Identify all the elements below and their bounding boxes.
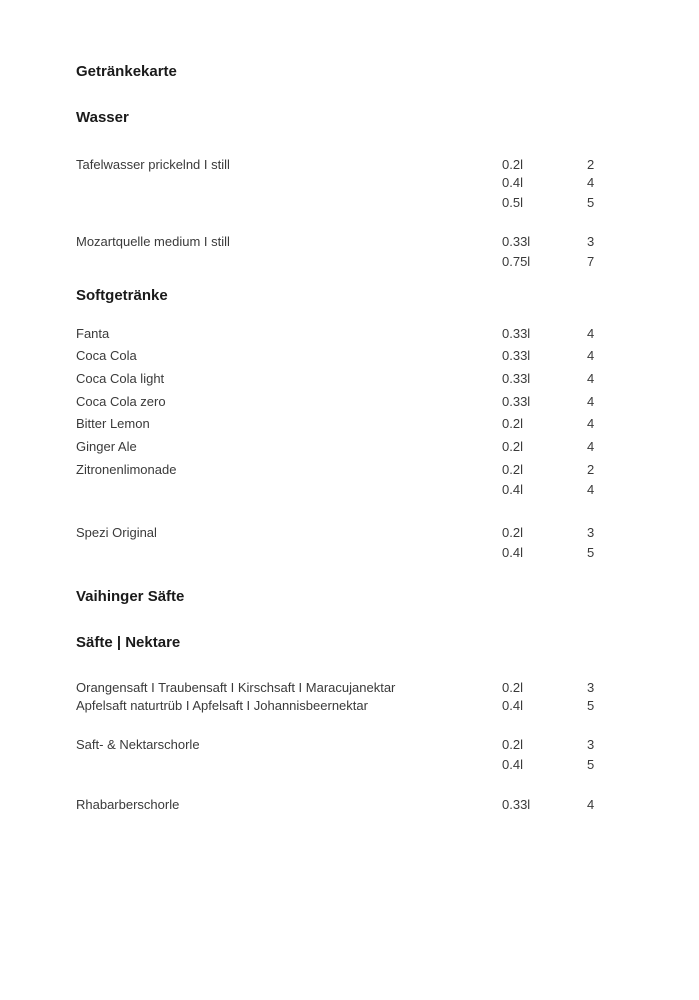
item-price: 4 bbox=[587, 416, 595, 431]
item-price: 4 bbox=[587, 439, 595, 454]
item-volume: 0.2l bbox=[502, 416, 523, 431]
item-volume: 0.4l bbox=[502, 482, 523, 497]
item-name: Mozartquelle medium I still bbox=[76, 234, 230, 249]
item-name: Tafelwasser prickelnd I still bbox=[76, 157, 230, 172]
item-name: Coca Cola bbox=[76, 348, 137, 363]
item-price: 3 bbox=[587, 737, 595, 752]
item-name: Saft- & Nektarschorle bbox=[76, 737, 200, 752]
item-price: 3 bbox=[587, 680, 595, 695]
item-volume: 0.2l bbox=[502, 525, 523, 540]
page-title: Getränkekarte bbox=[76, 63, 177, 80]
section-heading-vaihinger: Vaihinger Säfte bbox=[76, 588, 185, 605]
item-volume: 0.33l bbox=[502, 371, 531, 386]
item-price: 2 bbox=[587, 157, 595, 172]
item-name: Coca Cola zero bbox=[76, 394, 166, 409]
item-price: 3 bbox=[587, 525, 595, 540]
item-price: 5 bbox=[587, 545, 595, 560]
item-volume: 0.2l bbox=[502, 462, 523, 477]
item-price: 3 bbox=[587, 234, 595, 249]
item-volume: 0.4l bbox=[502, 698, 523, 713]
item-volume: 0.75l bbox=[502, 254, 531, 269]
item-price: 5 bbox=[587, 195, 595, 210]
item-price: 4 bbox=[587, 371, 595, 386]
item-volume: 0.2l bbox=[502, 439, 523, 454]
item-name: Ginger Ale bbox=[76, 439, 137, 454]
section-heading-softgetraenke: Softgetränke bbox=[76, 287, 168, 304]
item-name: Coca Cola light bbox=[76, 371, 165, 386]
item-volume: 0.33l bbox=[502, 394, 531, 409]
item-name: Fanta bbox=[76, 326, 110, 341]
item-price: 5 bbox=[587, 698, 595, 713]
item-price: 4 bbox=[587, 348, 595, 363]
item-volume: 0.33l bbox=[502, 348, 531, 363]
item-volume: 0.4l bbox=[502, 757, 523, 772]
item-name: Apfelsaft naturtrüb I Apfelsaft I Johannisbeernektar bbox=[76, 698, 368, 713]
item-volume: 0.5l bbox=[502, 195, 523, 210]
item-price: 4 bbox=[587, 326, 595, 341]
item-name: Bitter Lemon bbox=[76, 416, 150, 431]
item-name: Zitronenlimonade bbox=[76, 462, 177, 477]
item-name: Orangensaft I Traubensaft I Kirschsaft I Maracujanektar bbox=[76, 680, 396, 695]
item-volume: 0.4l bbox=[502, 545, 523, 560]
item-volume: 0.4l bbox=[502, 175, 523, 190]
item-name: Spezi Original bbox=[76, 525, 157, 540]
item-volume: 0.33l bbox=[502, 326, 531, 341]
item-volume: 0.2l bbox=[502, 680, 523, 695]
item-price: 2 bbox=[587, 462, 595, 477]
item-price: 5 bbox=[587, 757, 595, 772]
section-heading-saefte: Säfte | Nektare bbox=[76, 634, 181, 651]
item-volume: 0.33l bbox=[502, 234, 531, 249]
item-volume: 0.33l bbox=[502, 797, 531, 812]
section-heading-wasser: Wasser bbox=[76, 109, 129, 126]
item-price: 4 bbox=[587, 797, 595, 812]
item-price: 4 bbox=[587, 175, 595, 190]
item-price: 7 bbox=[587, 254, 595, 269]
item-volume: 0.2l bbox=[502, 157, 523, 172]
item-price: 4 bbox=[587, 482, 595, 497]
item-price: 4 bbox=[587, 394, 595, 409]
item-volume: 0.2l bbox=[502, 737, 523, 752]
item-name: Rhabarberschorle bbox=[76, 797, 180, 812]
